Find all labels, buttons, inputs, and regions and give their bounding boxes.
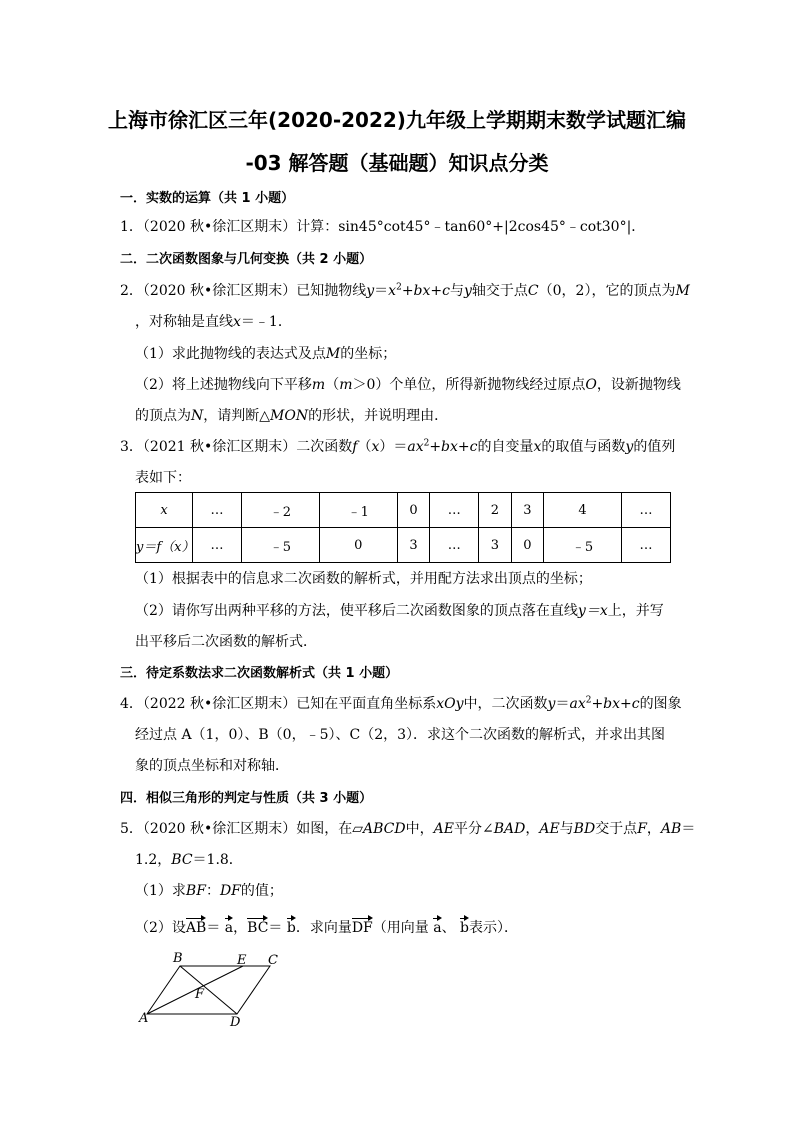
table-cell: 0 [397, 493, 429, 528]
table-cell: ﹣2 [241, 493, 319, 528]
table-cell: 2 [479, 493, 511, 528]
table-cell: 3 [479, 528, 511, 563]
table-row [136, 528, 671, 563]
section-heading-4: 四．相似三角形的判定与性质（共 3 小题） [120, 791, 373, 806]
label-b: B [173, 951, 183, 966]
question-4-line-2: 经过点 A（1，0）、B（0，﹣5）、C（2，3）．求这个二次函数的解析式，并求出其图 [135, 727, 666, 743]
table-cell: 4 [544, 493, 622, 528]
section-heading-1: 一．实数的运算（共 1 小题） [120, 191, 295, 206]
value-table [135, 492, 671, 563]
vector-df: DF [351, 920, 373, 936]
section-heading-3: 三．待定系数法求二次函数解析式（共 1 小题） [120, 666, 399, 681]
question-3-part-2-cont: 出平移后二次函数的解析式． [135, 634, 317, 650]
table-cell: … [193, 528, 242, 563]
table-cell: 0 [319, 528, 397, 563]
question-3-part-1: （1）根据表中的信息求二次函数的解析式，并用配方法求出顶点的坐标； [135, 571, 592, 587]
question-3-line-2: 表如下： [135, 470, 191, 486]
question-2-part-2: （2）将上述抛物线向下平移m（m＞0）个单位，所得新抛物线经过原点O，设新抛物线 [135, 377, 681, 393]
question-5-line-1: 5．（2020 秋•徐汇区期末）如图，在▱ABCD中，AE平分∠BAD，AE与BD交于点F，AB＝ [120, 821, 696, 837]
question-3-part-2: （2）请你写出两种平移的方法，使平移后二次函数图象的顶点落在直线y＝x上，并写 [135, 603, 664, 619]
label-d: D [230, 1015, 241, 1030]
page-title: 上海市徐汇区三年(2020-2022)九年级上学期期末数学试题汇编 [108, 108, 686, 132]
section-heading-2: 二．二次函数图象与几何变换（共 2 小题） [120, 252, 373, 267]
question-3-line-1: 3．（2021 秋•徐汇区期末）二次函数$f(x)=ax^2+bx+c$的自变量x的取值与函数y的值列 [120, 438, 676, 455]
table-cell: 0 [511, 528, 543, 563]
vector-a-ref: a [433, 920, 442, 936]
label-f: F [195, 987, 205, 1002]
table-cell: 3 [397, 528, 429, 563]
question-2-line-1: 2．（2020 秋•徐汇区期末）已知抛物线$y=x^2+bx+c$与y轴交于点C（0，2），它的顶点为M [120, 282, 690, 299]
label-a: A [139, 1011, 149, 1026]
label-e: E [237, 953, 247, 968]
question-4-line-1: 4．（2022 秋•徐汇区期末）已知在平面直角坐标系xOy中，二次函数$y=ax^2+bx+c$的图象 [120, 695, 682, 712]
parallelogram-figure [135, 950, 315, 1030]
vector-a: a [224, 920, 234, 936]
vector-b: b [286, 920, 296, 936]
page-subtitle: -03 解答题（基础题）知识点分类 [245, 151, 549, 175]
table-cell: … [430, 493, 479, 528]
table-cell: y＝f（x） [136, 528, 193, 563]
table-cell: … [621, 493, 670, 528]
question-1: 1．（2020 秋•徐汇区期末）计算：sin45°cot45°﹣tan60°+|2cos45°﹣cot30°|． [120, 219, 646, 235]
vector-b-ref: b [460, 920, 470, 936]
table-row [136, 493, 671, 528]
table-cell: 3 [511, 493, 543, 528]
table-cell: … [621, 528, 670, 563]
question-5-part-2: （2）设AB＝ a，BC＝ b．求向量DF（用向量 a、 b表示）． [135, 920, 519, 936]
table-cell: … [430, 528, 479, 563]
table-cell: … [193, 493, 242, 528]
question-2-part-1: （1）求此抛物线的表达式及点M的坐标； [135, 346, 397, 362]
table-cell: ﹣1 [319, 493, 397, 528]
question-2-part-2-cont: 的顶点为N，请判断△MON的形状，并说明理由． [135, 408, 449, 424]
label-c: C [268, 953, 278, 968]
table-cell: ﹣5 [241, 528, 319, 563]
question-5-line-2: 1.2，BC＝1.8． [135, 852, 243, 868]
table-cell: ﹣5 [544, 528, 622, 563]
question-5-part-1: （1）求BF：DF的值； [135, 883, 283, 899]
question-2-line-2: ，对称轴是直线x＝﹣1． [135, 314, 292, 330]
table-cell: x [136, 493, 193, 528]
question-4-line-3: 象的顶点坐标和对称轴． [135, 758, 289, 774]
vector-ab: AB [185, 920, 207, 936]
vector-bc: BC [247, 920, 269, 936]
